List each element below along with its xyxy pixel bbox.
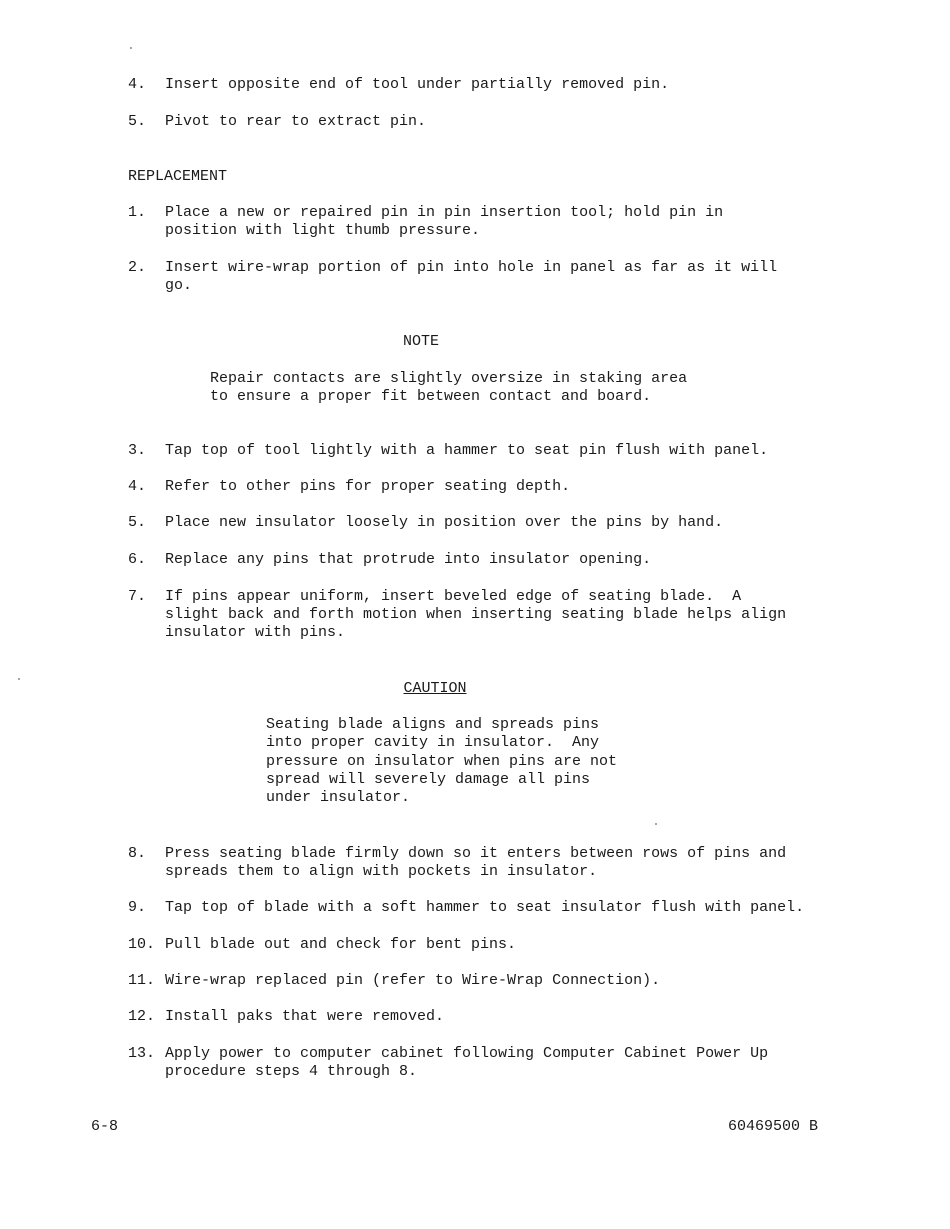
step-number: 9. bbox=[128, 899, 147, 916]
step-number: 1. bbox=[128, 204, 147, 221]
step-text: Replace any pins that protrude into insulator opening. bbox=[165, 551, 652, 568]
step-text: Pivot to rear to extract pin. bbox=[165, 113, 427, 130]
step-number: 13. bbox=[128, 1045, 156, 1062]
step-text: Press seating blade firmly down so it enters between rows of pins and spreads them to align with pockets in insulator. bbox=[165, 845, 787, 880]
step-text: Place a new or repaired pin in pin insertion tool; hold pin in position with light thumb pressure. bbox=[165, 204, 724, 239]
step-text: Insert wire-wrap portion of pin into hole in panel as far as it will go. bbox=[165, 259, 778, 294]
step-text: Wire-wrap replaced pin (refer to Wire-Wrap Connection). bbox=[165, 972, 661, 989]
footer-page-number: 6-8 bbox=[91, 1118, 119, 1135]
note-text: Repair contacts are slightly oversize in staking area to ensure a proper fit between contact and board. bbox=[210, 370, 688, 405]
step-text: Pull blade out and check for bent pins. bbox=[165, 936, 517, 953]
step-text: Place new insulator loosely in position over the pins by hand. bbox=[165, 514, 724, 531]
step-text: If pins appear uniform, insert beveled edge of seating blade. A slight back and forth motion when inserting seating blade helps align insulator with pins. bbox=[165, 588, 787, 641]
step-number: 3. bbox=[128, 442, 147, 459]
section-heading-replacement: REPLACEMENT bbox=[128, 168, 228, 185]
step-number: 5. bbox=[128, 113, 147, 130]
step-number: 4. bbox=[128, 76, 147, 93]
scan-speck bbox=[655, 823, 657, 825]
footer-doc-number: 60469500 B bbox=[728, 1118, 819, 1135]
note-heading: NOTE bbox=[402, 333, 439, 350]
step-text: Apply power to computer cabinet following Computer Cabinet Power Up procedure steps 4 through 8. bbox=[165, 1045, 769, 1080]
caution-text: Seating blade aligns and spreads pins into proper cavity in insulator. Any pressure on insulator when pins are not spread will severely damage all pins under insulator. bbox=[266, 716, 618, 807]
step-text: Refer to other pins for proper seating depth. bbox=[165, 478, 571, 495]
step-number: 10. bbox=[128, 936, 156, 953]
step-text: Tap top of blade with a soft hammer to seat insulator flush with panel. bbox=[165, 899, 805, 916]
step-number: 7. bbox=[128, 588, 147, 605]
scan-speck bbox=[130, 47, 132, 49]
step-number: 8. bbox=[128, 845, 147, 862]
step-number: 4. bbox=[128, 478, 147, 495]
step-number: 5. bbox=[128, 514, 147, 531]
step-text: Insert opposite end of tool under partially removed pin. bbox=[165, 76, 670, 93]
step-text: Install paks that were removed. bbox=[165, 1008, 445, 1025]
caution-heading: CAUTION bbox=[403, 680, 467, 697]
step-number: 6. bbox=[128, 551, 147, 568]
step-number: 12. bbox=[128, 1008, 156, 1025]
step-number: 2. bbox=[128, 259, 147, 276]
step-text: Tap top of tool lightly with a hammer to seat pin flush with panel. bbox=[165, 442, 769, 459]
step-number: 11. bbox=[128, 972, 156, 989]
